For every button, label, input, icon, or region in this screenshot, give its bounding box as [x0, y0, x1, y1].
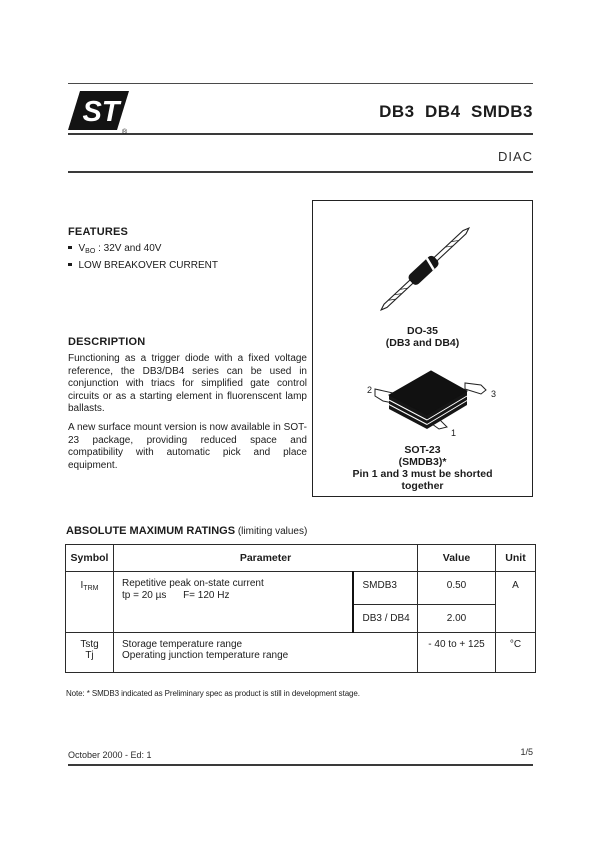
header-top-rule	[68, 83, 533, 84]
header-mid-rule	[68, 133, 533, 135]
sot23-note-line1: Pin 1 and 3 must be shorted	[352, 468, 493, 480]
header-bottom-rule	[68, 171, 533, 173]
features-list	[68, 243, 218, 276]
package-figure-box	[312, 200, 533, 497]
st-logo	[66, 88, 136, 136]
features-heading: FEATURES	[68, 226, 129, 238]
ratings-heading-bold: ABSOLUTE MAXIMUM RATINGS	[66, 525, 236, 537]
symbol-main: I	[80, 580, 84, 591]
sot23-pin1-label: 1	[451, 428, 457, 438]
parameter-line1: Repetitive peak on-state current	[122, 578, 264, 589]
feature-text	[79, 260, 218, 271]
feature-text-main: V	[78, 243, 86, 254]
st-logo-text: ST	[82, 96, 120, 128]
description-paragraph-1: Functioning as a trigger diode with a fixed voltage reference, the DB3/DB4 series can be used in conjunction with triacs for simplified gate control circuits or as a starting element in fluorenscent lamp ballasts.	[68, 353, 307, 415]
do35-label	[313, 325, 532, 349]
symbol-tj: Tj	[85, 650, 94, 661]
do35-diode	[377, 223, 474, 314]
diode-body	[407, 254, 441, 287]
sot23-lead-3	[465, 383, 486, 394]
unit-cell-itrm: A	[496, 572, 536, 633]
do35-package-drawing	[313, 209, 531, 327]
parameter-cell-itrm	[114, 572, 353, 633]
sot23-pin3-label: 3	[491, 389, 497, 399]
page-subtitle: DIAC	[497, 149, 533, 164]
variant-cell-db3db4: DB3 / DB4	[353, 605, 418, 633]
sot23-note-line2: together	[401, 480, 444, 492]
bullet-square-icon	[68, 246, 72, 250]
variant-cell-smdb3: SMDB3	[353, 572, 418, 605]
footer-page-number: 1/5	[520, 747, 533, 757]
table-header-row	[66, 545, 536, 572]
unit-cell-temp: °C	[496, 633, 536, 673]
col-header-parameter: Parameter	[114, 545, 418, 572]
bullet-square-icon	[68, 263, 72, 267]
ratings-heading-normal: (limiting values)	[235, 526, 308, 537]
absolute-maximum-ratings-table	[65, 544, 536, 673]
feature-text-main: LOW BREAKOVER CURRENT	[78, 260, 218, 271]
col-header-value: Value	[418, 545, 496, 572]
symbol-tstg: Tstg	[80, 639, 99, 650]
parameter-cell-temp	[114, 633, 418, 673]
sot23-name: SOT-23	[404, 444, 441, 456]
feature-item-vbo	[68, 243, 218, 255]
sot23-variants: (SMDB3)*	[398, 456, 447, 468]
feature-text	[79, 243, 162, 255]
do35-variants: (DB3 and DB4)	[385, 337, 460, 349]
footnote: Note: * SMDB3 indicated as Preliminary spec as product is still in development stage.	[66, 689, 360, 698]
feature-text-rest: : 32V and 40V	[95, 243, 162, 254]
parameter-line2: tp = 20 µs F= 120 Hz	[122, 590, 230, 601]
st-logo-icon	[66, 88, 136, 136]
sot23-label	[313, 444, 532, 492]
symbol-sub: TRM	[83, 585, 99, 592]
footer-edition: October 2000 - Ed: 1	[68, 750, 152, 760]
value-cell-smdb3: 0.50	[418, 572, 496, 605]
ratings-heading	[66, 525, 307, 537]
sot23-package-drawing	[313, 361, 531, 443]
table-row-itrm-smdb3	[66, 572, 536, 605]
description-heading: DESCRIPTION	[68, 336, 146, 348]
symbol-cell-temp	[66, 633, 114, 673]
description-text	[68, 353, 307, 478]
value-cell-db3db4: 2.00	[418, 605, 496, 633]
do35-name: DO-35	[407, 325, 438, 337]
table-row-temperature	[66, 633, 536, 673]
value-cell-temp: - 40 to + 125	[418, 633, 496, 673]
col-header-symbol: Symbol	[66, 545, 114, 572]
footer-rule	[68, 764, 533, 766]
registered-mark: ®	[122, 129, 128, 136]
sot23-pin2-label: 2	[367, 385, 373, 395]
feature-item-breakover	[68, 260, 218, 271]
parameter-line1: Storage temperature range	[122, 639, 243, 650]
feature-text-sub: BO	[85, 248, 96, 255]
col-header-unit: Unit	[496, 545, 536, 572]
symbol-cell-itrm	[66, 572, 114, 633]
description-paragraph-2: A new surface mount version is now available in SOT-23 package, providing reduced space and compatibility with automatic pick and place equipment.	[68, 421, 307, 471]
page-title: DB3 DB4 SMDB3	[379, 102, 533, 121]
parameter-line2: Operating junction temperature range	[122, 650, 289, 661]
